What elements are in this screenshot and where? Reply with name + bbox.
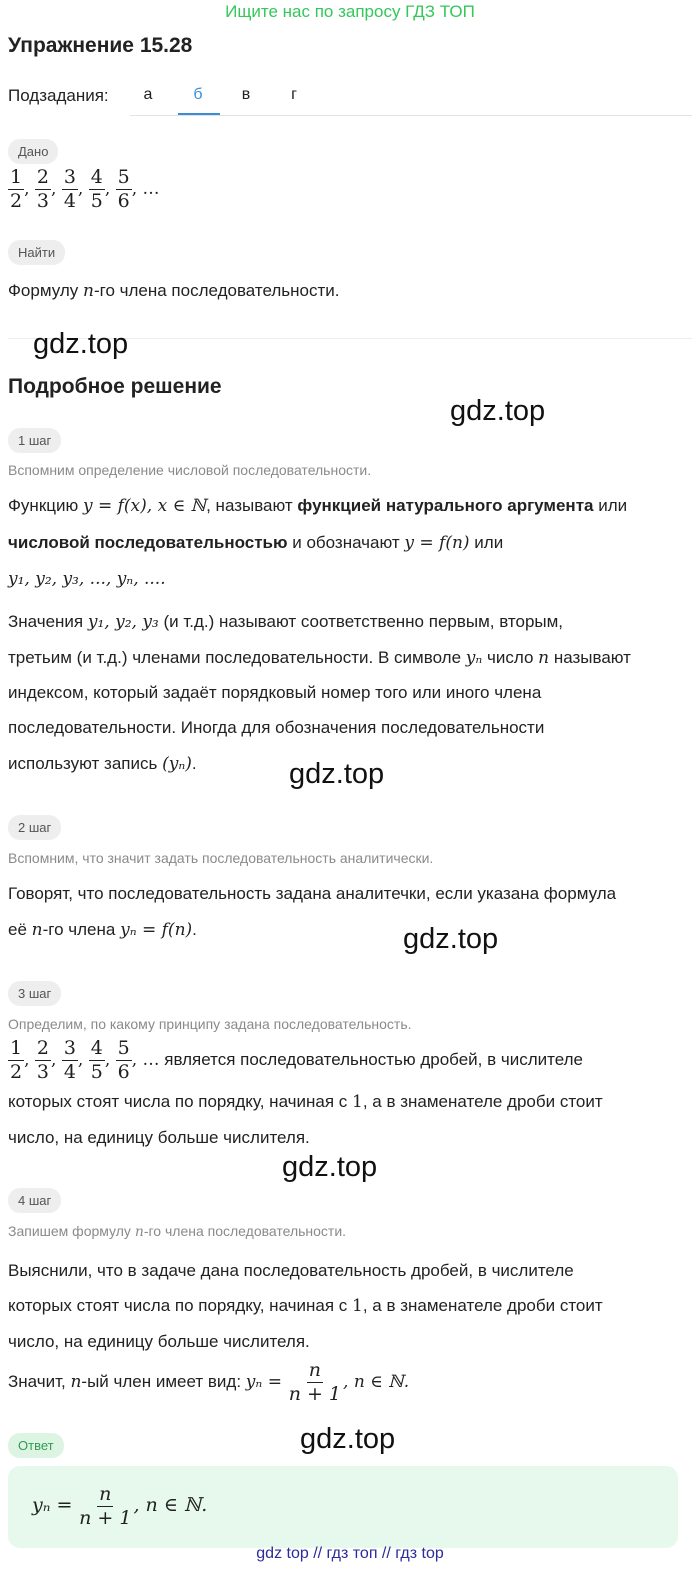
active-tab-indicator — [178, 113, 220, 115]
tab-b[interactable]: б — [193, 86, 203, 103]
tab-v[interactable]: в — [241, 86, 251, 103]
step2-line: её n-го члена yₙ = f(n). — [8, 920, 197, 940]
step2-hint: Вспомним, что значит задать последовательность аналитически. — [8, 850, 434, 866]
tab-a[interactable]: а — [143, 86, 153, 103]
find-chip: Найти — [8, 240, 65, 265]
step4-chip: 4 шаг — [8, 1188, 61, 1213]
step1-line: Функцию y = f(x), x ∈ ℕ, называют функцией натурального аргумента или — [8, 496, 628, 516]
footer-links[interactable]: gdz top // гдз топ // гдз top — [256, 1545, 444, 1562]
step1-line: третьим (и т.д.) членами последовательности. В символе yₙ число n называют — [8, 648, 631, 668]
subtasks-label: Подзадания: — [8, 86, 109, 105]
step1-line: y₁, y₂, y₃, ..., yₙ, .... — [8, 569, 166, 589]
find-text: Формулу n-го члена последовательности. — [8, 281, 340, 301]
step1-chip: 1 шаг — [8, 428, 61, 453]
step1-line: числовой последовательностью и обозначают y = f(n) или — [8, 533, 504, 553]
step3-line: которых стоят числа по порядку, начиная с 1, а в знаменателе дроби стоит — [8, 1092, 603, 1112]
step4-hint: Запишем формулу n-го члена последовательности. — [8, 1223, 347, 1240]
step1-hint: Вспомним определение числовой последовательности. — [8, 462, 372, 478]
watermark: gdz.top — [33, 328, 129, 360]
given-sequence: $\frac{1}{2}$ , $\frac{2}{3}$ , $\frac{3}{4}$ , $\frac{4}{5}$ , $\frac{5}{6}$ , … — [10, 166, 160, 212]
watermark: gdz.top — [289, 758, 385, 790]
step1-line: Значения y₁, y₂, y₃ (и т.д.) называют соответственно первым, вторым, — [8, 612, 564, 632]
step1-line: последовательности. Иногда для обозначения последовательности — [8, 718, 545, 737]
step3-chip: 3 шаг — [8, 981, 61, 1006]
answer-chip: Ответ — [8, 1433, 64, 1458]
step4-line: число, на единицу больше числителя. — [8, 1332, 310, 1351]
step2-line: Говорят, что последовательность задана аналитечки, если указана формула — [8, 884, 617, 903]
watermark: gdz.top — [282, 1151, 378, 1183]
tab-g[interactable]: г — [291, 86, 297, 103]
step3-sequence-line: $\frac{1}{2}$ , $\frac{2}{3}$ , $\frac{3}{4}$ , $\frac{4}{5}$ , $\frac{5}{6}$ , … является последовательностью дробей, в числителе — [10, 1037, 583, 1083]
page-title: Упражнение 15.28 — [8, 34, 193, 57]
step4-line: которых стоят числа по порядку, начиная с 1, а в знаменателе дроби стоит — [8, 1296, 603, 1316]
search-banner: Ищите нас по запросу ГДЗ ТОП — [225, 2, 475, 21]
step1-line: индексом, который задаёт порядковый номер того или иного члена — [8, 683, 542, 702]
answer-formula: yₙ = $\frac{n}{n + 1}$ , n ∈ ℕ. — [32, 1483, 208, 1529]
solution-title: Подробное решение — [8, 375, 222, 398]
tabs-divider — [130, 115, 692, 116]
step2-chip: 2 шаг — [8, 815, 61, 840]
watermark: gdz.top — [300, 1423, 396, 1455]
step1-line: используют запись (yₙ). — [8, 754, 197, 774]
step4-line: Выяснили, что в задаче дана последовательность дробей, в числителе — [8, 1261, 574, 1280]
step3-hint: Определим, по какому принципу задана последовательность. — [8, 1016, 412, 1032]
step3-line: число, на единицу больше числителя. — [8, 1128, 310, 1147]
given-chip: Дано — [8, 139, 58, 164]
step4-formula-line: Значит, n-ый член имеет вид: yₙ = $\frac{n}{n + 1}$ , n ∈ ℕ. — [8, 1359, 410, 1405]
watermark: gdz.top — [403, 923, 499, 955]
watermark: gdz.top — [450, 395, 546, 427]
